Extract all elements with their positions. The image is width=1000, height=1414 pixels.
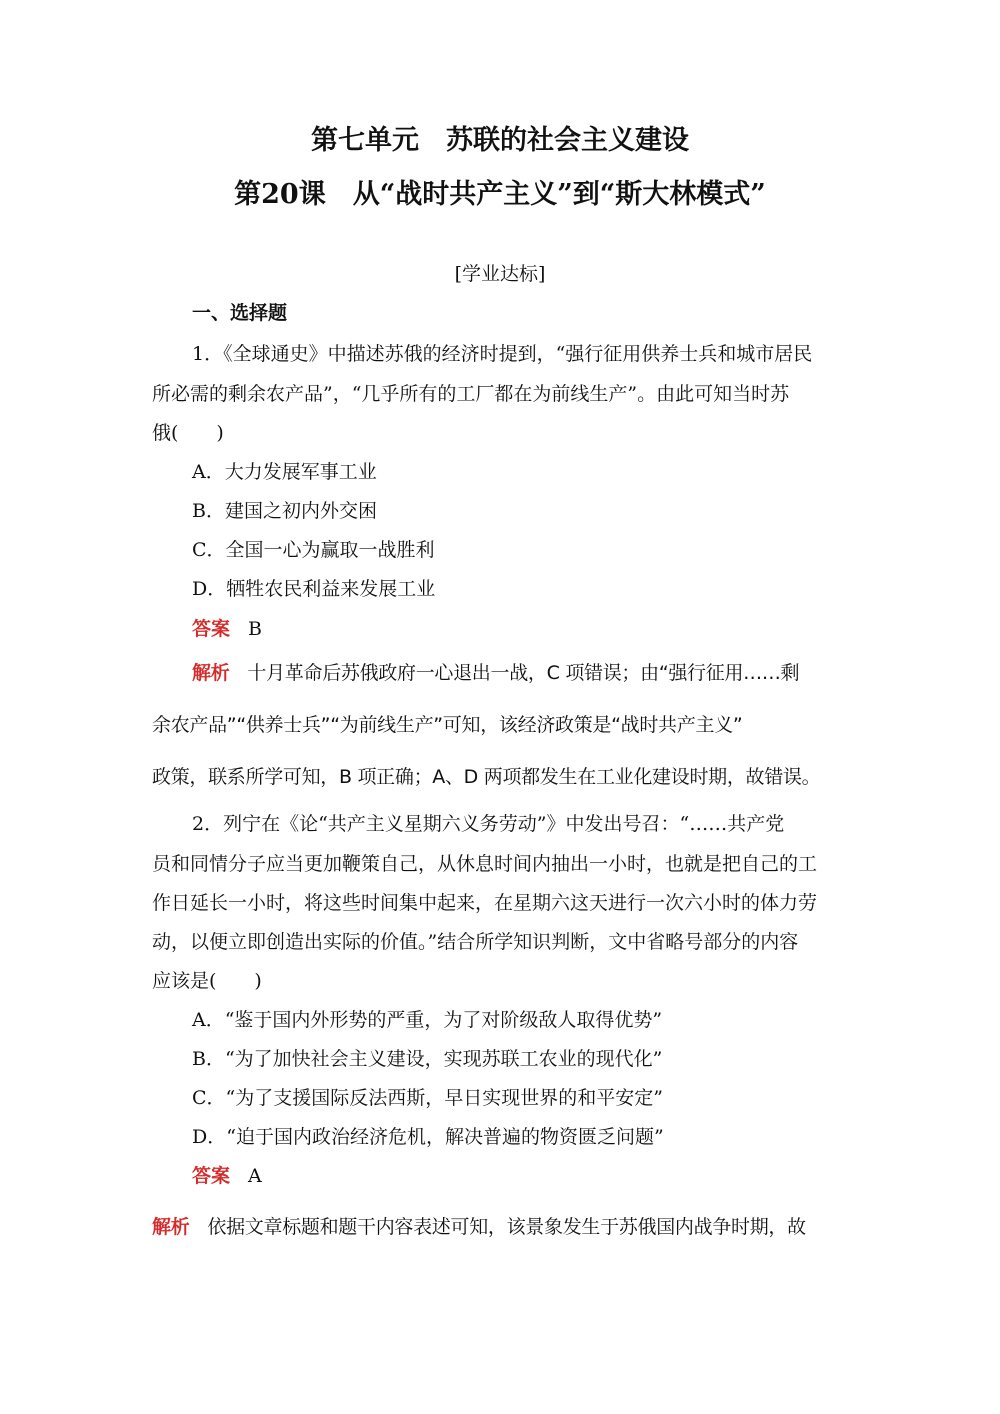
q1-stem-line: 1．《全球通史》中描述苏俄的经济时提到，“强行征用供养士兵和城市居民 bbox=[192, 343, 813, 365]
q1-option-d: D．牺牲农民利益来发展工业 bbox=[192, 578, 436, 600]
answer-label: 答案 bbox=[192, 618, 231, 640]
q2-answer bbox=[192, 1163, 262, 1189]
q1-analysis-line: 余农产品”“供养士兵”“为前线生产”可知，该经济政策是“战时共产主义” bbox=[152, 714, 743, 736]
q2-option-b: B．“为了加快社会主义建设，实现苏联工农业的现代化” bbox=[192, 1048, 663, 1070]
part-heading: 一、选择题 bbox=[192, 302, 288, 324]
q2-option-c: C．“为了支援国际反法西斯，早日实现世界的和平安定” bbox=[192, 1087, 663, 1109]
q1-answer bbox=[192, 616, 262, 642]
q2-stem-line: 2．列宁在《论“共产主义星期六义务劳动”》中发出号召：“……共产党 bbox=[192, 813, 785, 835]
q2-stem-line: 作日延长一小时，将这些时间集中起来，在星期六这天进行一次六小时的体力劳 bbox=[152, 892, 818, 914]
q2-analysis-text: 依据文章标题和题干内容表述可知，该景象发生于苏俄国内战争时期，故 bbox=[207, 1216, 806, 1238]
q2-stem-line: 员和同情分子应当更加鞭策自己，从休息时间内抽出一小时，也就是把自己的工 bbox=[152, 853, 818, 875]
q1-option-a: A．大力发展军事工业 bbox=[192, 461, 377, 483]
q1-analysis-line bbox=[192, 660, 799, 686]
q2-stem-line: 动，以便立即创造出实际的价值。”结合所学知识判断，文中省略号部分的内容 bbox=[152, 931, 799, 953]
lesson-title: 第20课 从“战时共产主义”到“斯大林模式” bbox=[234, 179, 766, 210]
q1-answer-value: B bbox=[248, 618, 262, 640]
answer-label: 答案 bbox=[192, 1165, 231, 1187]
q1-option-b: B．建国之初内外交困 bbox=[192, 500, 377, 522]
analysis-label: 解析 bbox=[192, 662, 230, 684]
q2-analysis-line bbox=[152, 1214, 806, 1240]
q2-option-a: A．“鉴于国内外形势的严重，为了对阶级敌人取得优势” bbox=[192, 1009, 663, 1031]
q1-stem-line: 俄( ) bbox=[152, 422, 224, 444]
q1-analysis-line: 政策，联系所学可知，B 项正确；A、D 两项都发生在工业化建设时期，故错误。 bbox=[152, 766, 821, 788]
q2-answer-value: A bbox=[248, 1165, 262, 1187]
unit-title: 第七单元 苏联的社会主义建设 bbox=[311, 125, 689, 156]
q1-option-c: C．全国一心为赢取一战胜利 bbox=[192, 539, 435, 561]
q1-stem-line: 所必需的剩余农产品”，“几乎所有的工厂都在为前线生产”。由此可知当时苏 bbox=[152, 383, 790, 405]
analysis-label: 解析 bbox=[152, 1216, 190, 1238]
q2-option-d: D．“迫于国内政治经济危机，解决普遍的物资匮乏问题” bbox=[192, 1126, 664, 1148]
section-tag: [学业达标] bbox=[454, 263, 546, 285]
q1-analysis-text: 十月革命后苏俄政府一心退出一战，C 项错误；由“强行征用……剩 bbox=[247, 662, 800, 684]
q2-stem-line: 应该是( ) bbox=[152, 970, 262, 992]
